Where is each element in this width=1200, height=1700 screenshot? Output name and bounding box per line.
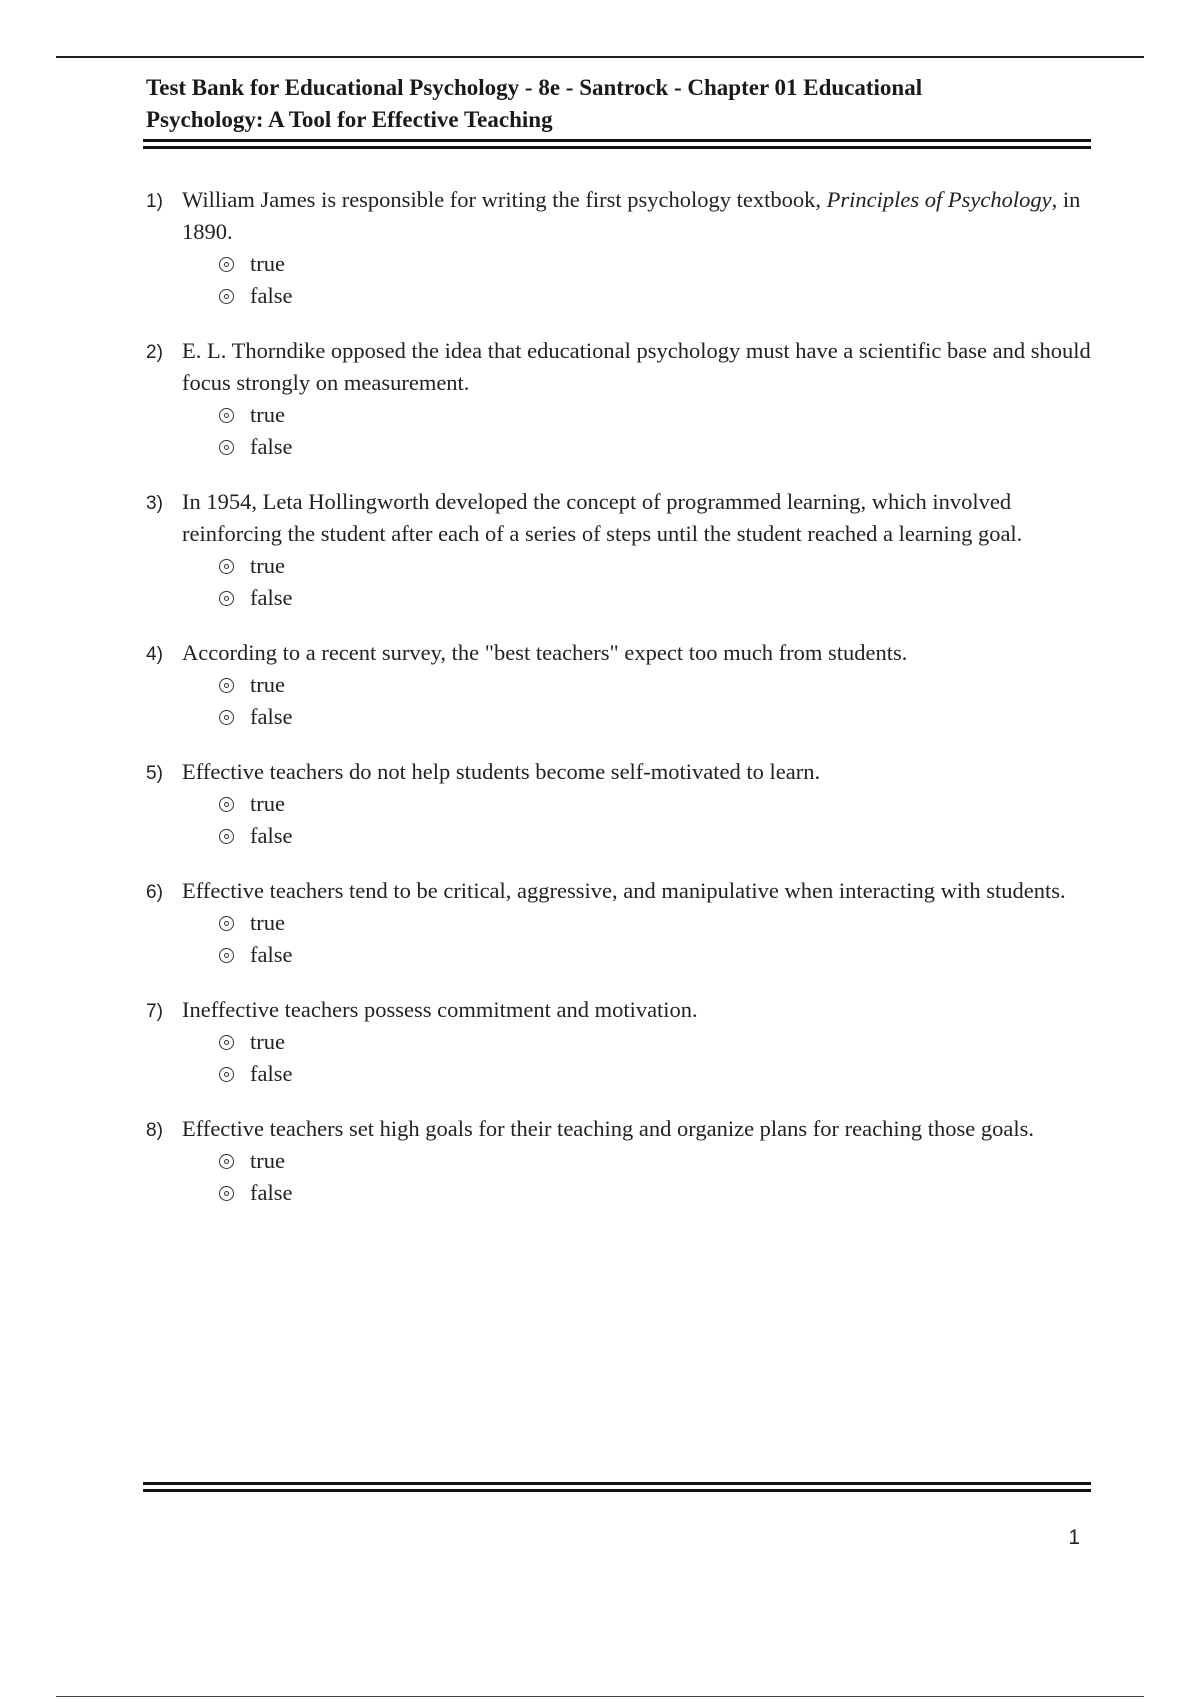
footer-divider <box>143 1482 1091 1492</box>
question-7 <box>0 994 1200 1090</box>
option-label: true <box>250 553 285 578</box>
question-5 <box>0 756 1200 852</box>
option-false[interactable] <box>219 582 1200 614</box>
radio-button-icon[interactable] <box>219 559 234 574</box>
question-list <box>0 184 1200 1232</box>
option-label: false <box>250 704 293 729</box>
question-text: Effective teachers tend to be critical, aggressive, and manipulative when interacting with students. <box>182 878 1066 903</box>
top-border-line <box>56 56 1144 58</box>
radio-button-icon[interactable] <box>219 1186 234 1201</box>
question-text: Effective teachers do not help students become self-motivated to learn. <box>182 759 821 784</box>
option-false[interactable] <box>219 1177 1200 1209</box>
option-true[interactable] <box>219 248 1200 280</box>
option-label: true <box>250 1148 285 1173</box>
radio-button-icon[interactable] <box>219 289 234 304</box>
question-text-start: William James is responsible for writing the first psychology textbook, <box>182 187 827 212</box>
page-title-line-1: Test Bank for Educational Psychology - 8e - Santrock - Chapter 01 Educational <box>146 75 923 100</box>
radio-button-icon[interactable] <box>219 1035 234 1050</box>
option-false[interactable] <box>219 431 1200 463</box>
page-title <box>146 72 1046 136</box>
option-label: true <box>250 251 285 276</box>
question-number: 6) <box>146 882 163 903</box>
option-label: false <box>250 1061 293 1086</box>
question-number: 1) <box>146 191 163 212</box>
option-label: true <box>250 402 285 427</box>
question-text: Effective teachers set high goals for their teaching and organize plans for reaching those goals. <box>182 1116 1034 1141</box>
radio-button-icon[interactable] <box>219 678 234 693</box>
radio-button-icon[interactable] <box>219 797 234 812</box>
radio-button-icon[interactable] <box>219 257 234 272</box>
option-true[interactable] <box>219 399 1200 431</box>
question-number: 5) <box>146 763 163 784</box>
question-text: E. L. Thorndike opposed the idea that educational psychology must have a scientific base and should focus strongly on measurement. <box>182 338 1091 395</box>
option-false[interactable] <box>219 280 1200 312</box>
radio-button-icon[interactable] <box>219 440 234 455</box>
question-text: According to a recent survey, the "best teachers" expect too much from students. <box>182 640 908 665</box>
question-1 <box>0 184 1200 312</box>
question-number: 8) <box>146 1120 163 1141</box>
option-label: true <box>250 791 285 816</box>
radio-button-icon[interactable] <box>219 710 234 725</box>
radio-button-icon[interactable] <box>219 408 234 423</box>
radio-button-icon[interactable] <box>219 1154 234 1169</box>
question-text: Ineffective teachers possess commitment and motivation. <box>182 997 698 1022</box>
question-text: In 1954, Leta Hollingworth developed the concept of programmed learning, which involved reinforcing the student after each of a series of steps until the student reached a learning goal. <box>182 489 1023 546</box>
option-false[interactable] <box>219 820 1200 852</box>
question-number: 2) <box>146 342 163 363</box>
page-title-line-2: Psychology: A Tool for Effective Teaching <box>146 107 553 132</box>
radio-button-icon[interactable] <box>219 1067 234 1082</box>
question-number: 7) <box>146 1001 163 1022</box>
header-divider <box>143 139 1091 149</box>
question-number: 4) <box>146 644 163 665</box>
option-true[interactable] <box>219 1145 1200 1177</box>
option-label: true <box>250 672 285 697</box>
option-false[interactable] <box>219 1058 1200 1090</box>
bottom-border-line <box>56 1696 1144 1697</box>
question-4 <box>0 637 1200 733</box>
question-3 <box>0 486 1200 614</box>
option-false[interactable] <box>219 939 1200 971</box>
option-label: true <box>250 910 285 935</box>
question-6 <box>0 875 1200 971</box>
page-number: 1 <box>1068 1526 1080 1549</box>
book-title: Principles of Psychology <box>826 187 1052 212</box>
option-true[interactable] <box>219 788 1200 820</box>
radio-button-icon[interactable] <box>219 948 234 963</box>
option-label: false <box>250 585 293 610</box>
option-label: false <box>250 823 293 848</box>
question-number: 3) <box>146 493 163 514</box>
option-true[interactable] <box>219 550 1200 582</box>
option-label: false <box>250 434 293 459</box>
option-label: false <box>250 942 293 967</box>
option-true[interactable] <box>219 1026 1200 1058</box>
question-8 <box>0 1113 1200 1209</box>
option-false[interactable] <box>219 701 1200 733</box>
question-2 <box>0 335 1200 463</box>
radio-button-icon[interactable] <box>219 829 234 844</box>
option-label: false <box>250 1180 293 1205</box>
option-true[interactable] <box>219 669 1200 701</box>
option-true[interactable] <box>219 907 1200 939</box>
option-label: true <box>250 1029 285 1054</box>
question-text-end: , in 1890. <box>182 187 1081 244</box>
radio-button-icon[interactable] <box>219 916 234 931</box>
radio-button-icon[interactable] <box>219 591 234 606</box>
option-label: false <box>250 283 293 308</box>
question-text <box>182 184 1092 248</box>
